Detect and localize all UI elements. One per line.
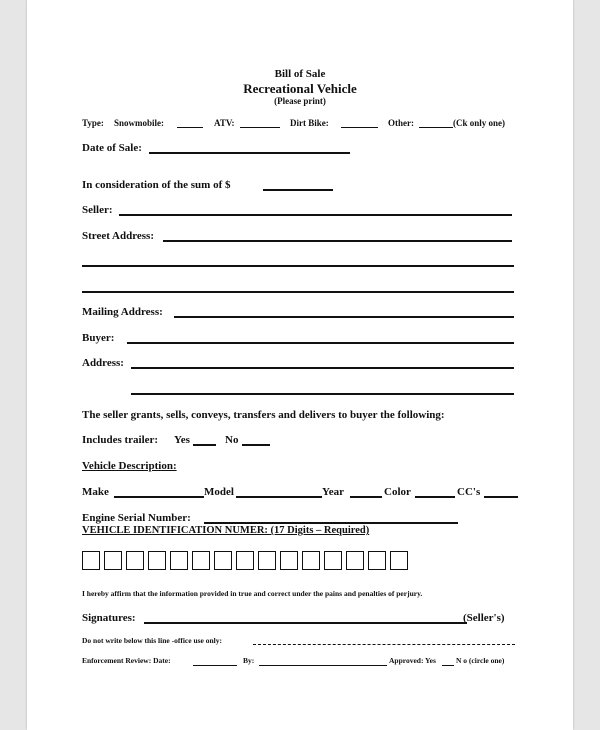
vin-digit-box[interactable]	[104, 551, 122, 570]
engine-serial-field[interactable]	[204, 522, 458, 524]
address-field[interactable]	[131, 367, 514, 369]
model-label: Model	[204, 486, 234, 498]
vin-boxes	[82, 551, 412, 570]
address-line-2[interactable]	[131, 393, 514, 395]
approved-no-label: N o (circle one)	[456, 656, 505, 665]
vin-digit-box[interactable]	[126, 551, 144, 570]
vehicle-description-heading: Vehicle Description:	[82, 460, 177, 472]
print-note: (Please print)	[274, 96, 326, 106]
vin-digit-box[interactable]	[390, 551, 408, 570]
mailing-address-field[interactable]	[174, 316, 514, 318]
ccs-field[interactable]	[484, 496, 518, 498]
model-field[interactable]	[236, 496, 322, 498]
vin-digit-box[interactable]	[258, 551, 276, 570]
seller-label: Seller:	[82, 204, 113, 216]
office-use-cut-line	[253, 644, 515, 645]
color-label: Color	[384, 486, 411, 498]
vin-digit-box[interactable]	[302, 551, 320, 570]
street-address-line-2[interactable]	[82, 265, 514, 267]
perjury-affirmation: I hereby affirm that the information provided in true and correct under the pains and penalties of perjury.	[82, 589, 423, 598]
enforcement-review-label: Enforcement Review: Date:	[82, 656, 171, 665]
dirt-bike-check-field[interactable]	[341, 127, 378, 128]
document-page	[27, 0, 573, 730]
review-date-field[interactable]	[193, 665, 237, 666]
atv-label: ATV:	[214, 118, 235, 128]
vin-digit-box[interactable]	[192, 551, 210, 570]
trailer-no-label: No	[225, 434, 239, 446]
make-field[interactable]	[114, 496, 204, 498]
buyer-label: Buyer:	[82, 332, 115, 344]
engine-serial-label: Engine Serial Number:	[82, 512, 191, 524]
color-field[interactable]	[415, 496, 455, 498]
atv-check-field[interactable]	[240, 127, 280, 128]
reviewed-by-field[interactable]	[259, 665, 387, 666]
make-label: Make	[82, 486, 109, 498]
date-of-sale-label: Date of Sale:	[82, 142, 142, 154]
approved-yes-label: Approved: Yes	[389, 656, 436, 665]
type-label: Type:	[82, 118, 104, 128]
street-address-label: Street Address:	[82, 230, 155, 242]
other-label: Other:	[388, 118, 414, 128]
mailing-address-label: Mailing Address:	[82, 306, 163, 318]
reviewed-by-label: By:	[243, 656, 255, 665]
vin-digit-box[interactable]	[148, 551, 166, 570]
date-of-sale-field[interactable]	[149, 152, 350, 154]
vin-digit-box[interactable]	[236, 551, 254, 570]
street-address-field[interactable]	[163, 240, 512, 242]
year-label: Year	[322, 486, 344, 498]
consideration-label: In consideration of the sum of $	[82, 179, 231, 191]
trailer-yes-label: Yes	[174, 434, 190, 446]
sum-field[interactable]	[263, 189, 333, 191]
seller-role-label: (Seller's)	[463, 612, 505, 624]
office-use-label: Do not write below this line -office use only:	[82, 636, 222, 645]
vin-digit-box[interactable]	[214, 551, 232, 570]
signatures-label: Signatures:	[82, 612, 136, 624]
trailer-no-field[interactable]	[242, 444, 270, 446]
street-address-line-3[interactable]	[82, 291, 514, 293]
check-one-note: (Ck only one)	[453, 118, 506, 128]
vin-digit-box[interactable]	[82, 551, 100, 570]
ccs-label: CC's	[457, 486, 481, 498]
form-title: Bill of Sale	[274, 68, 326, 80]
vin-digit-box[interactable]	[368, 551, 386, 570]
year-field[interactable]	[350, 496, 382, 498]
grant-statement: The seller grants, sells, conveys, transfers and delivers to buyer the following:	[82, 409, 445, 421]
seller-field[interactable]	[119, 214, 512, 216]
vin-digit-box[interactable]	[170, 551, 188, 570]
other-check-field[interactable]	[419, 127, 453, 128]
snowmobile-label: Snowmobile:	[114, 118, 165, 128]
approved-yes-field[interactable]	[442, 665, 454, 666]
dirt-bike-label: Dirt Bike:	[290, 118, 329, 128]
signature-field[interactable]	[144, 622, 467, 624]
address-label: Address:	[82, 357, 124, 369]
vin-heading: VEHICLE IDENTIFICATION NUMER: (17 Digits – Required)	[82, 525, 370, 536]
buyer-field[interactable]	[127, 342, 514, 344]
trailer-label: Includes trailer:	[82, 434, 159, 446]
vin-digit-box[interactable]	[324, 551, 342, 570]
snowmobile-check-field[interactable]	[177, 127, 203, 128]
trailer-yes-field[interactable]	[193, 444, 216, 446]
vin-digit-box[interactable]	[346, 551, 364, 570]
form-subtitle: Recreational Vehicle	[243, 81, 357, 96]
vin-digit-box[interactable]	[280, 551, 298, 570]
